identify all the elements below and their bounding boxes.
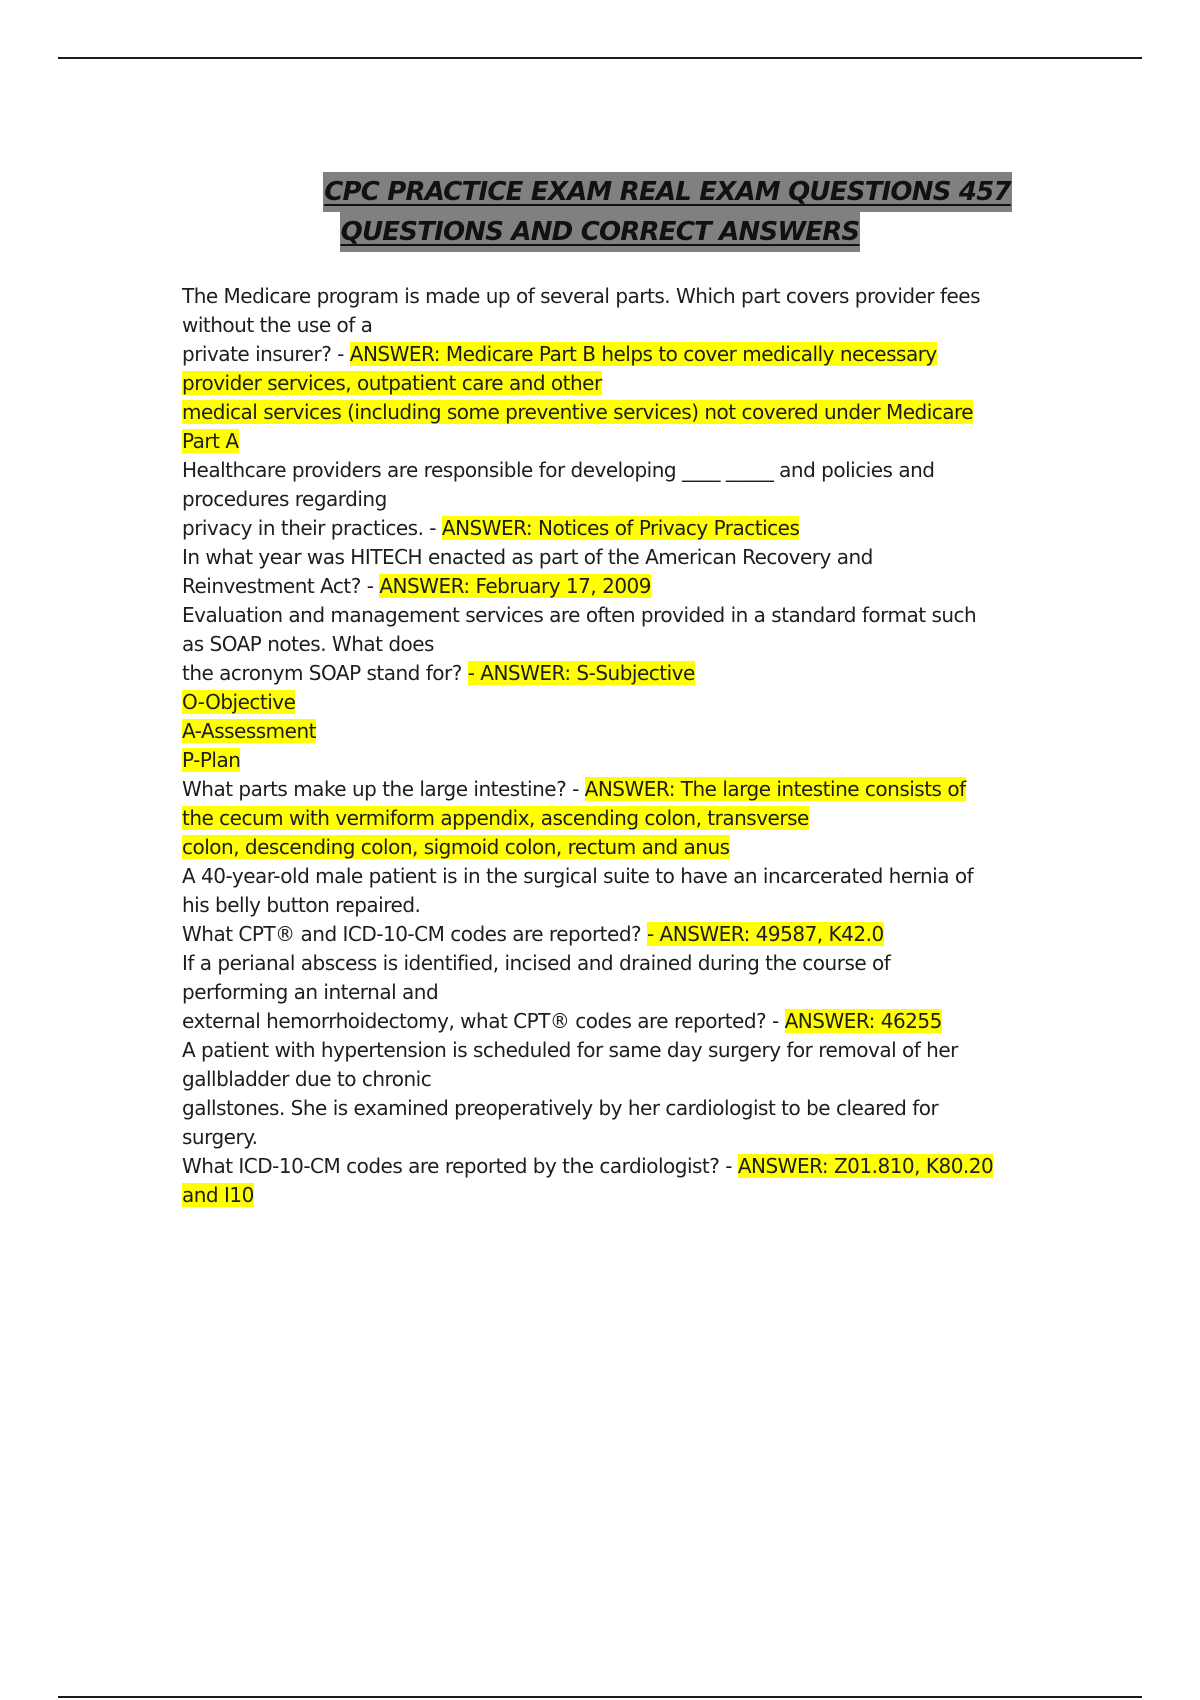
qa-item-perianal-abscess [182,949,1032,1036]
question-text: What ICD-10-CM codes are reported by the cardiologist? - [182,1154,738,1178]
qa-item-medicare [182,282,1032,456]
question-text: Reinvestment Act? - [182,574,380,598]
question-text: A patient with hypertension is scheduled for same day surgery for removal of her [182,1038,958,1062]
question-text: privacy in their practices. - [182,516,442,540]
question-text: without the use of a [182,313,373,337]
question-text: The Medicare program is made up of several parts. Which part covers provider fees [182,284,981,308]
qa-item-hypertension-scenario [182,1036,1032,1152]
answer-text: ANSWER: February 17, 2009 [379,574,651,598]
question-text: gallstones. She is examined preoperatively by her cardiologist to be cleared for [182,1096,939,1120]
answer-text: medical services (including some preventive services) not covered under Medicare [182,400,974,424]
question-text: the acronym SOAP stand for? [182,661,468,685]
qa-item-hernia [182,862,1032,949]
answer-text: ANSWER: Z01.810, K80.20 [737,1154,994,1178]
question-text: surgery. [182,1125,258,1149]
question-text: as SOAP notes. What does [182,632,434,656]
answer-text: Part A [182,429,239,453]
question-text: Evaluation and management services are often provided in a standard format such [182,603,977,627]
question-text: performing an internal and [182,980,439,1004]
qa-item-soap [182,601,1032,775]
answer-text: and I10 [182,1183,254,1207]
document-title [0,172,1200,252]
answer-text: P-Plan [182,748,241,772]
question-text: gallbladder due to chronic [182,1067,432,1091]
answer-text: ANSWER: 46255 [784,1009,942,1033]
qa-item-hitech [182,543,1032,601]
answer-text: ANSWER: The large intestine consists of [584,777,966,801]
question-text: his belly button repaired. [182,893,421,917]
header-rule [58,57,1142,59]
answer-text: A-Assessment [182,719,316,743]
question-text: external hemorrhoidectomy, what CPT® codes are reported? - [182,1009,785,1033]
footer-rule [58,1696,1142,1698]
answer-text: the cecum with vermiform appendix, ascending colon, transverse [182,806,809,830]
title-line-1: CPC PRACTICE EXAM REAL EXAM QUESTIONS 457 [323,172,1012,212]
answer-text: provider services, outpatient care and other [182,371,602,395]
question-text: What parts make up the large intestine? - [182,777,585,801]
question-text: If a perianal abscess is identified, incised and drained during the course of [182,951,891,975]
answer-text: ANSWER: Notices of Privacy Practices [441,516,800,540]
answer-text: ANSWER: Medicare Part B helps to cover medically necessary [349,342,937,366]
answer-text: - ANSWER: 49587, K42.0 [646,922,884,946]
question-text: A 40-year-old male patient is in the surgical suite to have an incarcerated hernia of [182,864,974,888]
question-text: procedures regarding [182,487,387,511]
title-line-2: QUESTIONS AND CORRECT ANSWERS [340,212,861,252]
question-text: What CPT® and ICD-10-CM codes are reported? [182,922,647,946]
qa-item-large-intestine [182,775,1032,862]
answer-text: O-Objective [182,690,296,714]
question-text: Healthcare providers are responsible for developing ____ _____ and policies and [182,458,935,482]
answer-text: - ANSWER: S-Subjective [467,661,695,685]
question-text: In what year was HITECH enacted as part of the American Recovery and [182,545,873,569]
qa-item-privacy [182,456,1032,543]
answer-text: colon, descending colon, sigmoid colon, rectum and anus [182,835,730,859]
question-text: private insurer? - [182,342,350,366]
document-body [182,282,1032,1210]
qa-item-cardiologist-codes [182,1152,1032,1210]
